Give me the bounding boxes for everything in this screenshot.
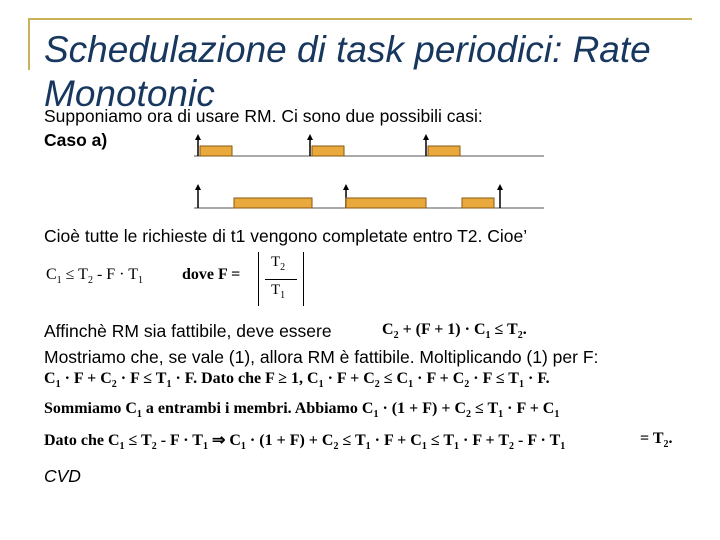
mostriamo-text: Mostriamo che, se vale (1), allora RM è fattibile. Moltiplicando (1) per F: (44, 347, 599, 367)
task2-arrowhead-2 (343, 184, 349, 190)
cvd-text: CVD (44, 466, 81, 486)
task1-arrowhead-3 (423, 134, 429, 140)
task1-arrowhead-1 (195, 134, 201, 140)
affinche-text: Affinchè RM sia fattibile, deve essere (44, 321, 332, 341)
task2-bar-3 (462, 198, 494, 208)
formula-inequality-1: $C_1 \le T_2 - F \cdot T_1$ (46, 266, 143, 287)
frame-top-line (28, 18, 692, 20)
cioe-text: Cioè tutte le richieste di t1 vengono completate entro T2. Cioe’ (44, 226, 528, 246)
formula-row-5-result: = $T_2$. (640, 430, 673, 451)
formula-fraction: $T_2$ $T_1$ (258, 252, 304, 306)
task2-arrowhead-3 (497, 184, 503, 190)
timeline-diagram (190, 132, 550, 212)
caso-label: Caso a) (44, 130, 108, 150)
task2-bar-2 (346, 198, 426, 208)
task1-bar-1 (200, 146, 232, 156)
intro-text: Supponiamo ora di usare RM. Ci sono due possibili casi: (44, 106, 483, 126)
task1-arrowhead-2 (307, 134, 313, 140)
formula-row-4: Sommiamo $C_1$ a entrambi i membri. Abbiamo $C_1 \cdot (1 + F) + C_2 \le T_1 \cdot F + C_1$ (44, 400, 560, 421)
formula-dove: dove F = (182, 266, 241, 283)
formula-condition: $C_2 + (F + 1) \cdot C_1 \le T_2$. (382, 321, 527, 342)
task1-bar-3 (428, 146, 460, 156)
task1-bar-2 (312, 146, 344, 156)
frame-left-line (28, 18, 30, 70)
slide-title: Schedulazione di task periodici: Rate Monotonic (44, 29, 651, 114)
formula-row-3: $C_1 \cdot F + C_2 \cdot F \le T_1 \cdot F$. Dato che F ≥ 1, $C_1 \cdot F + C_2 \le C_1 \cdot F + C_2 \cdot F \le T_1 \cdot F$. (44, 370, 550, 391)
task2-arrowhead-1 (195, 184, 201, 190)
task2-bar-1 (234, 198, 312, 208)
formula-row-5: Dato che $C_1 \le T_2 - F \cdot T_1$ ⇒ $C_1 \cdot (1 + F) + C_2 \le T_1 \cdot F + C_1 \le T_1 \cdot F + T_2 - F \cdot T_1$ (44, 432, 566, 453)
